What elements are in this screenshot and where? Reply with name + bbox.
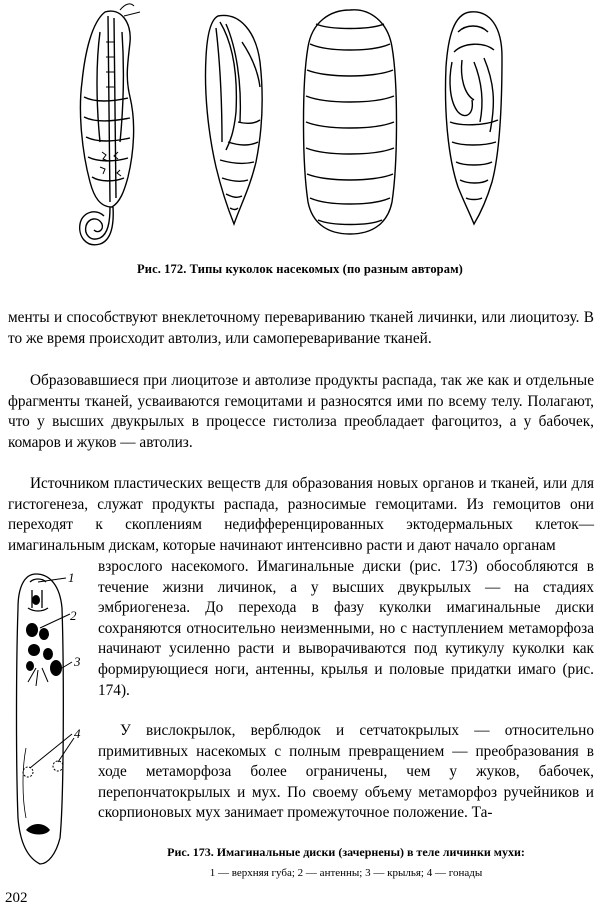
figure-173-label-2: 2	[70, 608, 77, 623]
paragraph-4: У вислокрылок, верблюдок и сетчатокрылых — относительно примитивных насекомых с полным превращением — преобразования в ходе метаморфоза более ограничены, чем у жуков, бабочек, перепончатокрылых и мух. По своему объему метаморфоз ручейников и скорпионовых мух занимает промежуточное положение. Та-	[98, 722, 594, 822]
page-number: 202	[5, 890, 28, 906]
pupa-4-drawing	[446, 12, 503, 224]
figure-173-label-4: 4	[74, 726, 81, 741]
figure-173-label-3: 3	[74, 654, 81, 669]
pupa-1-drawing	[80, 4, 140, 245]
figure-172-caption: Рис. 172. Типы куколок насекомых (по разным авторам)	[137, 262, 463, 276]
imaginal-discs	[26, 595, 62, 835]
figure-173-caption: Рис. 173. Имагинальные диски (зачернены) в теле личинки мухи:	[167, 845, 525, 859]
larva-body-outline	[17, 574, 64, 864]
pupa-3-drawing	[304, 10, 397, 234]
figure-173-legend: 1 — верхняя губа; 2 — антенны; 3 — крылья; 4 — гонады	[209, 867, 483, 879]
paragraph-2: Образовавшиеся при лиоцитозе и автолизе продукты распада, так же как и отдельные фрагменты тканей, усваиваются гемоцитами и разносятся ими по всему телу. Полагают, что у высших двукрылых в процессе гистолиза преобладает фагоцитоз, а у бабочек, комаров и жуков — автолиз.	[8, 372, 594, 451]
figure-172-pupae-illustration	[70, 2, 520, 257]
paragraph-1: менты и способствуют внеклеточному перевариванию тканей личинки, или лиоцитозу. В то же время происходит автолиз, или самопереваривание тканей.	[8, 309, 594, 347]
pupa-2-drawing	[205, 15, 262, 224]
paragraph-3: Источником пластических веществ для образования новых органов и тканей, или для гистогенеза, служат продукты распада, разносимые гемоцитами. Из гемоцитов они переходят к скоплениям недифференцированных эктодермальных клеток—имагинальным дискам, которые начинают интенсивно расти и дают начало органам	[8, 475, 594, 554]
paragraph-3-continued: взрослого насекомого. Имагинальные диски (рис. 173) обособляются в течение жизни личинок, а у высших двукрылых — на стадиях эмбриогенеза. До перехода в фазу куколки имагинальные диски сохраняются относительно неизменными, но с наступлением метаморфоза начинают усиленно расти и выворачиваются под кутикулу куколки как формирующиеся ноги, антенны, крылья и половые придатки имаго (рис. 174).	[98, 558, 594, 699]
figure-173-label-1: 1	[68, 570, 75, 585]
figure-173-larva-illustration	[6, 568, 98, 873]
